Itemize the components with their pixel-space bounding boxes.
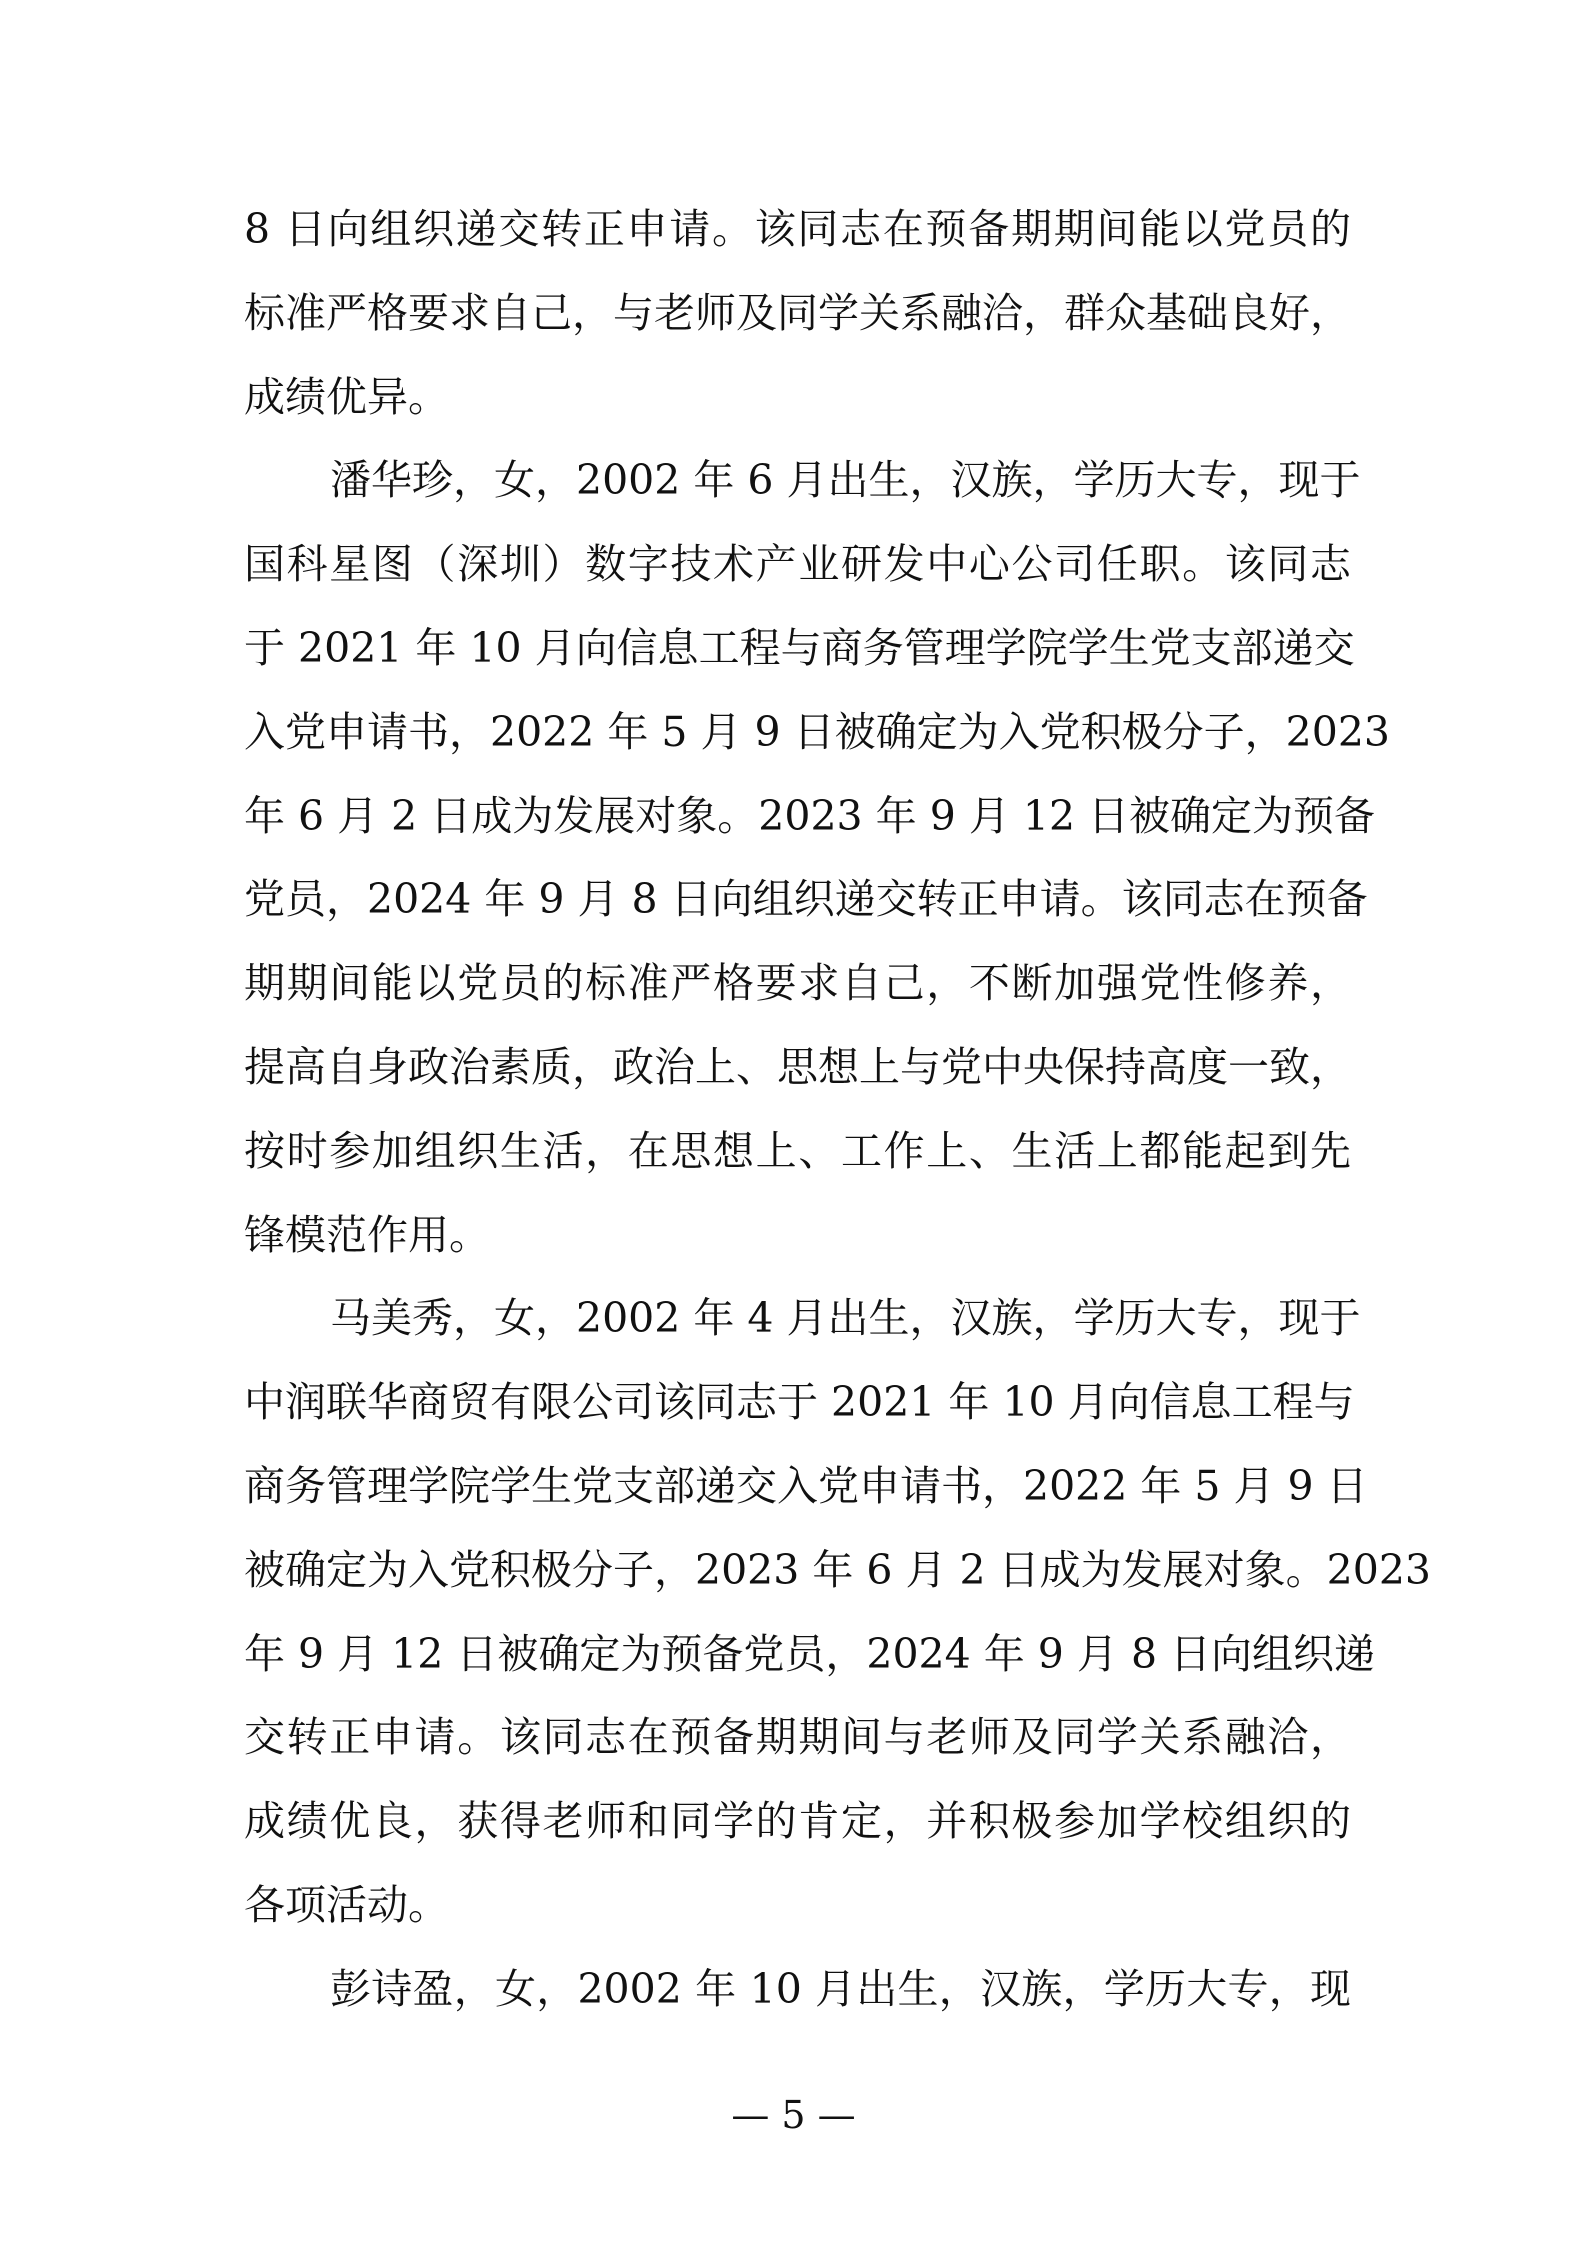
- text-line: 各项活动。: [244, 1880, 449, 1929]
- text-line: 被确定为入党积极分子，2023 年 6 月 2 日成为发展对象。2023: [244, 1545, 1432, 1594]
- paragraph-continuation: [244, 188, 1351, 439]
- paragraph-ma-meixiu: [244, 1277, 1432, 1947]
- text-line: 马美秀，女，2002 年 4 月出生，汉族，学历大专，现于: [330, 1294, 1361, 1343]
- text-line: 潘华珍，女，2002 年 6 月出生，汉族，学历大专，现于: [330, 456, 1361, 505]
- text-line: 标准严格要求自己，与老师及同学关系融洽，群众基础良好，: [244, 288, 1351, 337]
- text-line: 党员，2024 年 9 月 8 日向组织递交转正申请。该同志在预备: [244, 875, 1368, 924]
- text-line: 年 9 月 12 日被确定为预备党员，2024 年 9 月 8 日向组织递: [244, 1629, 1376, 1678]
- text-line: 按时参加组织生活，在思想上、工作上、生活上都能起到先: [244, 1126, 1351, 1175]
- body-text: [244, 188, 1432, 2032]
- text-line: 成绩优异。: [244, 372, 449, 421]
- paragraph-peng-shiying: [244, 1948, 1351, 2032]
- text-line: 入党申请书，2022 年 5 月 9 日被确定为入党积极分子，2023: [244, 707, 1391, 756]
- text-line: 期期间能以党员的标准严格要求自己，不断加强党性修养，: [244, 959, 1351, 1008]
- text-line: 锋模范作用。: [244, 1210, 490, 1259]
- text-line: 成绩优良，获得老师和同学的肯定，并积极参加学校组织的: [244, 1797, 1351, 1846]
- text-line: 8 日向组织递交转正申请。该同志在预备期期间能以党员的: [244, 205, 1351, 253]
- text-line: 于 2021 年 10 月向信息工程与商务管理学院学生党支部递交: [244, 623, 1355, 672]
- page-number: — 5 —: [731, 2093, 856, 2137]
- text-line: 商务管理学院学生党支部递交入党申请书，2022 年 5 月 9 日: [244, 1461, 1368, 1510]
- text-line: 国科星图（深圳）数字技术产业研发中心公司任职。该同志: [244, 540, 1351, 589]
- paragraph-pan-huazhen: [244, 439, 1391, 1277]
- text-line: 交转正申请。该同志在预备期期间与老师及同学关系融洽，: [244, 1713, 1351, 1762]
- text-line: 中润联华商贸有限公司该同志于 2021 年 10 月向信息工程与: [244, 1378, 1355, 1427]
- text-line: 年 6 月 2 日成为发展对象。2023 年 9 月 12 日被确定为预备: [244, 791, 1376, 840]
- text-line: 提高自身政治素质，政治上、思想上与党中央保持高度一致，: [244, 1042, 1351, 1091]
- text-line: 彭诗盈，女，2002 年 10 月出生，汉族，学历大专，现: [330, 1964, 1351, 2013]
